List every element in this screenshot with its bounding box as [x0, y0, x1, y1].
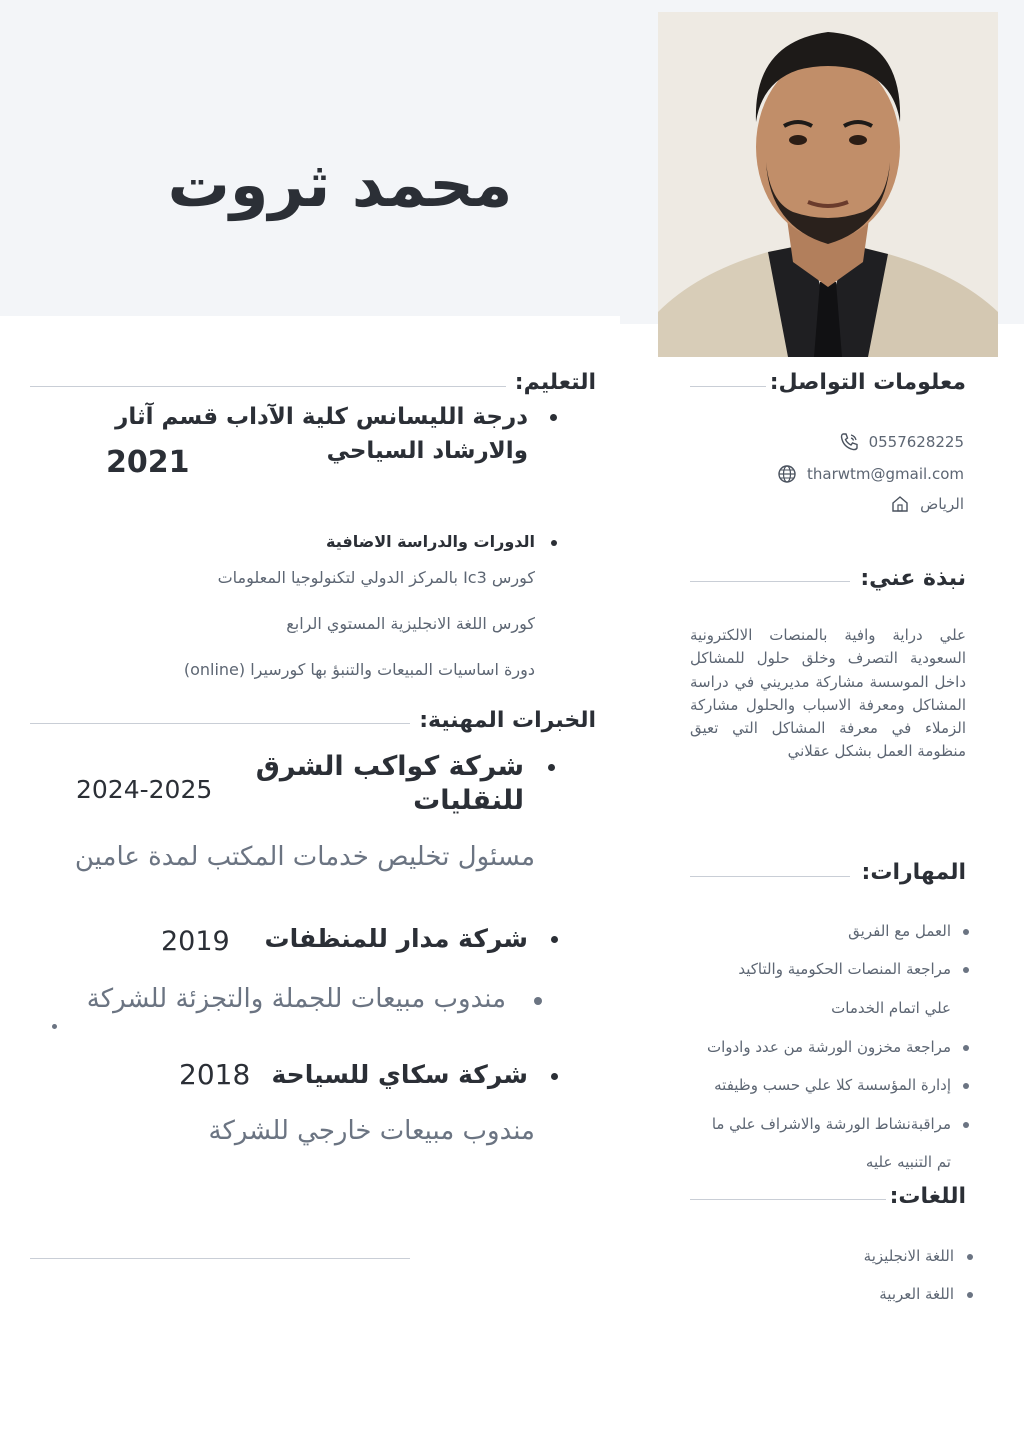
home-icon [890, 494, 910, 514]
skills-title: المهارات: [861, 860, 966, 885]
education-divider [30, 386, 506, 387]
bottom-divider [30, 1258, 410, 1259]
languages-title: اللغات: [889, 1184, 966, 1209]
contact-phone-row [839, 432, 964, 452]
job-bullet [548, 764, 555, 771]
skill-item: العمل مع الفريق [848, 922, 951, 940]
education-title: التعليم: [514, 370, 596, 395]
education-degree: درجة الليسانس كلية الآداب قسم آثار والارشاد السياحي [115, 404, 528, 464]
job-company: شركة كواكب الشرق للنقليات [255, 751, 524, 816]
courses-bullet [551, 540, 557, 546]
role-bullet [534, 997, 542, 1005]
education-year: 2021 [106, 445, 190, 480]
skill-bullet [963, 1083, 969, 1089]
about-divider [690, 581, 850, 582]
job-role: مندوب مبيعات للجملة والتجزئة للشركة [86, 984, 506, 1014]
skill-item: إدارة المؤسسة كلا علي حسب وظيفته [714, 1076, 951, 1094]
job-company: شركة سكاي للسياحة [271, 1060, 528, 1089]
profile-photo [658, 12, 998, 357]
languages-divider [690, 1199, 886, 1200]
job-years: 2018 [179, 1058, 251, 1091]
courses-title: الدورات والدراسة الاضافية [326, 532, 535, 551]
job-years: 2019 [161, 926, 230, 957]
globe-icon [777, 464, 797, 484]
language-bullet [967, 1292, 973, 1298]
job-bullet [551, 936, 558, 943]
contact-city-row [866, 494, 964, 514]
skill-item: مراقبةنشاط الورشة والاشراف علي ما [711, 1115, 951, 1133]
skill-bullet [963, 929, 969, 935]
stray-dot [52, 1024, 57, 1029]
language-item: اللغة العربية [879, 1285, 954, 1303]
language-bullet [967, 1254, 973, 1260]
contact-city: الرياض [920, 495, 964, 513]
contact-email-row [777, 464, 964, 484]
person-name: محمد ثروت [167, 148, 513, 221]
skill-bullet [963, 967, 969, 973]
skill-item: مراجعة مخزون الورشة من عدد وادوات [706, 1038, 951, 1056]
job-role: مندوب مبيعات خارجي للشركة [208, 1116, 535, 1146]
contact-phone[interactable]: 0557628225 [868, 433, 964, 451]
experience-divider [30, 723, 410, 724]
skills-divider [690, 876, 850, 877]
skill-item-continued: علي اتمام الخدمات [831, 999, 951, 1017]
job-bullet [551, 1073, 558, 1080]
education-bullet [550, 414, 557, 421]
phone-icon [839, 432, 859, 452]
about-title: نبذة عني: [860, 566, 966, 591]
contact-divider [690, 386, 766, 387]
experience-title: الخبرات المهنية: [419, 708, 596, 733]
job-role: مسئول تخليص خدمات المكتب لمدة عامين [74, 842, 535, 872]
contact-title: معلومات التواصل: [769, 370, 966, 395]
skill-bullet [963, 1045, 969, 1051]
language-item: اللغة الانجليزية [863, 1247, 954, 1265]
course-item: كورس اللغة الانجليزية المستوي الرابع [286, 614, 535, 633]
contact-email[interactable]: tharwtm@gmail.com [807, 465, 964, 483]
course-item: كورس Ic3 بالمركز الدولي لتكنولوجيا المعلومات [217, 568, 535, 587]
about-text: علي دراية وافية بالمنصات الالكترونية السعودية التصرف وخلق حلول للمشاكل داخل الموسسة مشاركة مديريني في دراسة المشاكل ومعرفة الاسباب والحلول مشاركة الزملاء في معرفة المشاكل التي تعيق منظومة العمل بشكل عقلاني [690, 626, 966, 761]
job-company: شركة مدار للمنظفات [264, 924, 528, 953]
skill-item-continued: تم التنبيه عليه [865, 1153, 951, 1171]
skill-item: مراجعة المنصات الحكومية والتاكيد [738, 960, 951, 978]
job-years: 2024-2025 [76, 775, 213, 804]
course-item: دورة اساسيات المبيعات والتنبؤ بها كورسيرا (online) [183, 660, 535, 679]
skill-bullet [963, 1122, 969, 1128]
